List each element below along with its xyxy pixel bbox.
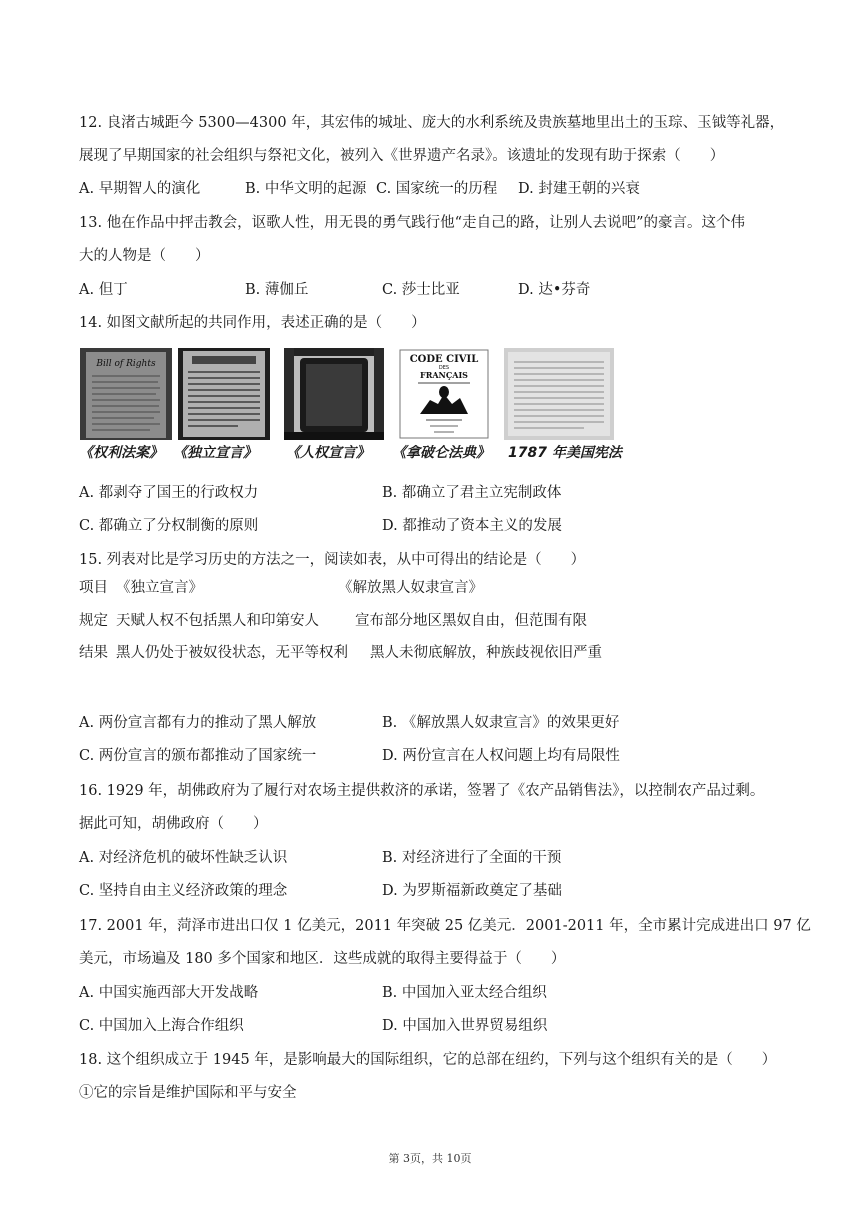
q17-option-b: B. 中国加入亚太经合组织: [382, 985, 547, 1001]
q14-option-d: D. 都推动了资本主义的发展: [382, 518, 562, 534]
q13-option-d: D. 达•芬奇: [518, 282, 591, 298]
table-header-item: 项目: [79, 580, 108, 596]
q16-option-d: D. 为罗斯福新政奠定了基础: [382, 883, 562, 899]
q14-stem: 14. 如图文献所起的共同作用，表述正确的是（ ）: [79, 315, 426, 331]
napoleonic-code-image: [398, 348, 490, 440]
caption-declaration-of-independence: 《独立宣言》: [173, 445, 257, 461]
q17-option-d: D. 中国加入世界贸易组织: [382, 1018, 548, 1034]
q17-option-a: A. 中国实施西部大开发战略: [79, 985, 259, 1001]
bill-of-rights-title: Bill of Rights: [96, 359, 156, 369]
q18-stem: 18. 这个组织成立于 1945 年，是影响最大的国际组织，它的总部在纽约，下列与这个组织有关的是（ ）: [79, 1052, 777, 1068]
table-cell: 宣布部分地区黑奴自由，但范围有限: [355, 613, 587, 629]
q12-stem-line1: 12. 良渚古城距今 5300—4300 年，其宏伟的城址、庞大的水利系统及贵族墓地里出土的玉琮、玉钺等礼器，: [79, 115, 785, 131]
q16-option-c: C. 坚持自由主义经济政策的理念: [79, 883, 288, 899]
declaration-of-independence-image: [178, 348, 270, 440]
q12-option-c: C. 国家统一的历程: [376, 181, 498, 197]
q15-option-c: C. 两份宣言的颁布都推动了国家统一: [79, 748, 317, 764]
q13-option-c: C. 莎士比亚: [382, 282, 460, 298]
code-civil-francais: FRANÇAIS: [420, 370, 468, 380]
table-header-emancipation: 《解放黑人奴隶宣言》: [338, 580, 483, 596]
us-constitution-image: [504, 348, 614, 440]
table-cell: 天赋人权不包括黑人和印第安人: [116, 613, 319, 629]
q12-option-a: A. 早期智人的演化: [79, 181, 201, 197]
caption-napoleonic-code: 《拿破仑法典》: [392, 445, 490, 461]
table-header-independence: 《独立宣言》: [116, 580, 203, 596]
q16-stem-line1: 16. 1929 年，胡佛政府为了履行对农场主提供救济的承诺，签署了《农产品销售法》，以控制农产品过剩。: [79, 783, 765, 799]
code-civil-des: DES: [438, 365, 450, 371]
table-row-label: 规定: [79, 613, 108, 629]
declaration-of-rights-of-man-image: [284, 348, 384, 440]
page-footer: 第 3页，共 10页: [388, 1152, 472, 1165]
q16-stem-line2: 据此可知，胡佛政府（ ）: [79, 816, 268, 832]
q12-option-d: D. 封建王朝的兴衰: [518, 181, 640, 197]
table-cell: 黑人未彻底解放，种族歧视依旧严重: [370, 645, 602, 661]
q17-stem-line1: 17. 2001 年，菏泽市进出口仅 1 亿美元，2011 年突破 25 亿美元．2001-2011 年，全市累计完成进出口 97 亿: [79, 918, 811, 934]
q18-statement-1: ①它的宗旨是维护国际和平与安全: [79, 1085, 297, 1101]
caption-declaration-of-rights-of-man: 《人权宣言》: [286, 445, 370, 461]
q17-stem-line2: 美元，市场遍及 180 多个国家和地区．这些成就的取得主要得益于（ ）: [79, 951, 566, 967]
q13-option-a: A. 但丁: [79, 282, 128, 298]
table-cell: 黑人仍处于被奴役状态，无平等权利: [116, 645, 348, 661]
code-civil-title: CODE CIVIL: [409, 354, 479, 365]
table-row-label: 结果: [79, 645, 108, 661]
q12-stem-line2: 展现了早期国家的社会组织与祭祀文化，被列入《世界遗产名录》。该遗址的发现有助于探索（ ）: [79, 148, 725, 164]
bill-of-rights-image: [80, 348, 172, 440]
caption-bill-of-rights: 《权利法案》: [79, 445, 163, 461]
q15-stem: 15. 列表对比是学习历史的方法之一，阅读如表，从中可得出的结论是（ ）: [79, 552, 586, 568]
q14-option-c: C. 都确立了分权制衡的原则: [79, 518, 259, 534]
q13-stem-line2: 大的人物是（ ）: [79, 248, 210, 264]
q14-option-a: A. 都剥夺了国王的行政权力: [79, 485, 259, 501]
q16-option-b: B. 对经济进行了全面的干预: [382, 850, 562, 866]
caption-us-constitution: 1787 年美国宪法: [508, 445, 622, 461]
q15-option-d: D. 两份宣言在人权问题上均有局限性: [382, 748, 620, 764]
q14-option-b: B. 都确立了君主立宪制政体: [382, 485, 562, 501]
q13-option-b: B. 薄伽丘: [245, 282, 309, 298]
q15-option-a: A. 两份宣言都有力的推动了黑人解放: [79, 715, 317, 731]
q12-option-b: B. 中华文明的起源: [245, 181, 367, 197]
q15-option-b: B. 《解放黑人奴隶宣言》的效果更好: [382, 715, 620, 731]
q17-option-c: C. 中国加入上海合作组织: [79, 1018, 244, 1034]
q13-stem-line1: 13. 他在作品中抨击教会，讴歌人性，用无畏的勇气践行他“走自己的路，让别人去说吧”的豪言。这个伟: [79, 215, 745, 231]
q16-option-a: A. 对经济危机的破坏性缺乏认识: [79, 850, 288, 866]
